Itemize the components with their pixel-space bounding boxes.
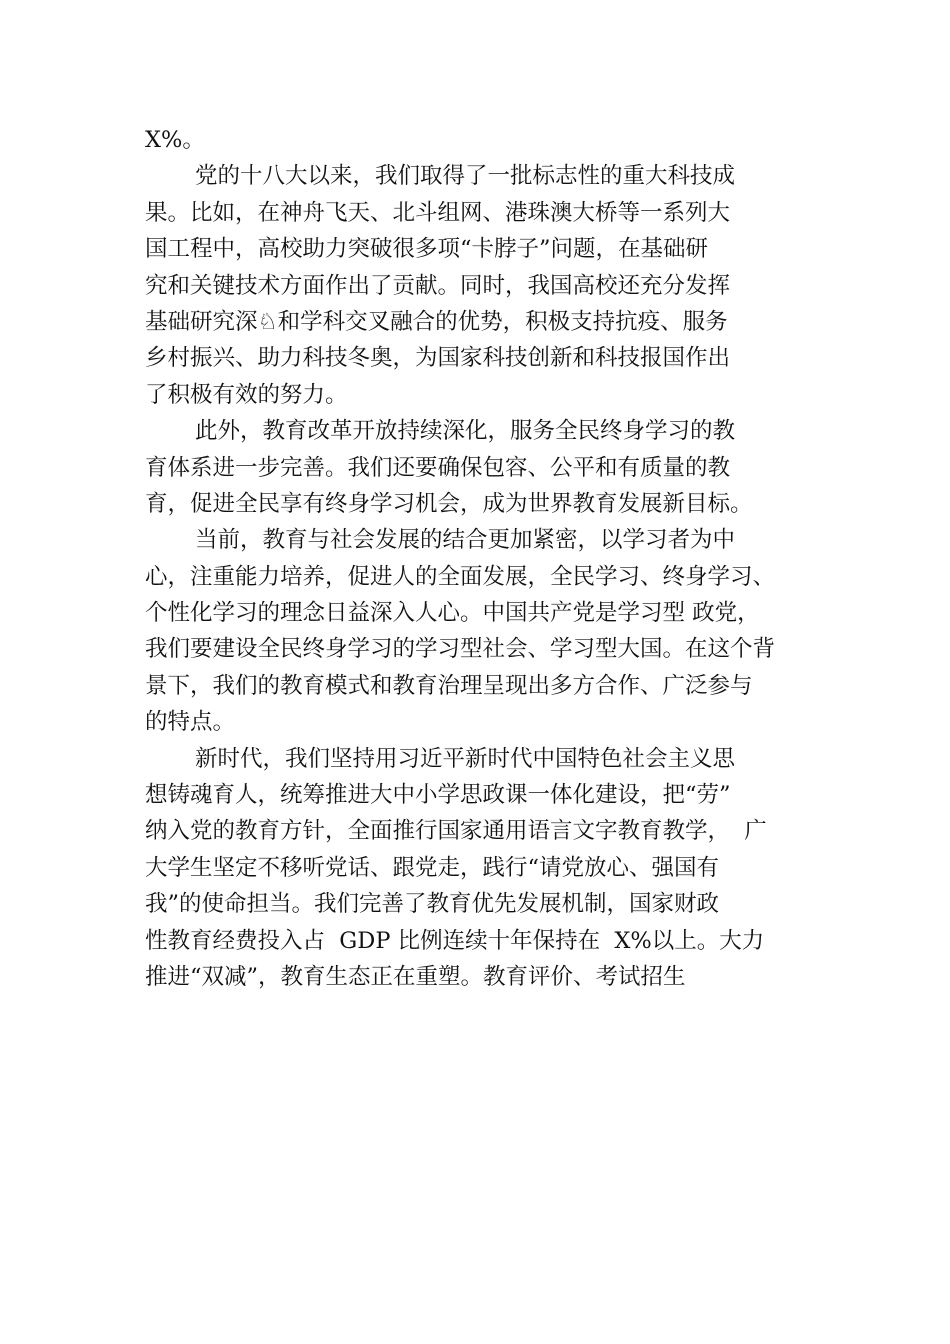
paragraph (145, 741, 865, 996)
text-line: 究和关键技术方面作出了贡献。同时，我国高校还充分发挥 (145, 272, 731, 299)
text-line: 党的十八大以来，我们取得了一批标志性的重大科技成 (195, 163, 736, 190)
text-line: 我”的使命担当。我们完善了教育优先发展机制，国家财政 (145, 891, 720, 918)
text-line: 国工程中，高校助力突破很多项“卡脖子”问题，在基础研 (145, 236, 709, 263)
text-line: 大学生坚定不移听党话、跟党走，践行“请党放心、强国有 (145, 854, 720, 881)
text-line: 育，促进全民享有终身学习机会，成为世界教育发展新目标。 (145, 490, 753, 517)
text-line: 心，注重能力培养，促进人的全面发展，全民学习、终身学习、 (145, 563, 776, 590)
text-line: 景下，我们的教育模式和教育治理呈现出多方合作、广泛参与 (145, 672, 753, 699)
text-line: 果。比如，在神舟飞天、北斗组网、港珠澳大桥等一系列大 (145, 199, 731, 226)
text-line: 了积极有效的努力。 (145, 381, 348, 408)
text-line: 想铸魂育人，统筹推进大中小学思政课一体化建设，把“劳” (145, 782, 731, 809)
text-line: 推进“双减”，教育生态正在重塑。教育评价、考试招生 (145, 963, 686, 990)
text-line: 我们要建设全民终身学习的学习型社会、学习型大国。在这个背 (145, 636, 776, 663)
text-line: 新时代，我们坚持用习近平新时代中国特色社会主义思 (195, 745, 736, 772)
text-line: 育体系进一步完善。我们还要确保包容、公平和有质量的教 (145, 454, 731, 481)
text-line: X%。 (145, 127, 205, 153)
paragraph (145, 413, 865, 522)
text-line: 乡村振兴、助力科技冬奥，为国家科技创新和科技报国作出 (145, 345, 731, 372)
text-line: 纳入党的教育方针，全面推行国家通用语言文字教育教学， 广 (145, 818, 767, 845)
text-line: 的特点。 (145, 709, 236, 736)
text-line: 当前，教育与社会发展的结合更加紧密，以学习者为中 (195, 527, 736, 554)
text-line: 此外，教育改革开放持续深化，服务全民终身学习的教 (195, 418, 736, 445)
text-line: 个性化学习的理念日益深入人心。中国共产党是学习型 政党， (145, 600, 760, 627)
body-text (145, 122, 865, 995)
text-line: 基础研究深♘和学科交叉融合的优势，积极支持抗疫、服务 (145, 308, 728, 335)
paragraph (145, 158, 865, 413)
text-line: 性教育经费投入占 GDP 比例连续十年保持在 X%以上。大力 (145, 927, 765, 954)
paragraph (145, 122, 865, 158)
paragraph (145, 522, 865, 740)
